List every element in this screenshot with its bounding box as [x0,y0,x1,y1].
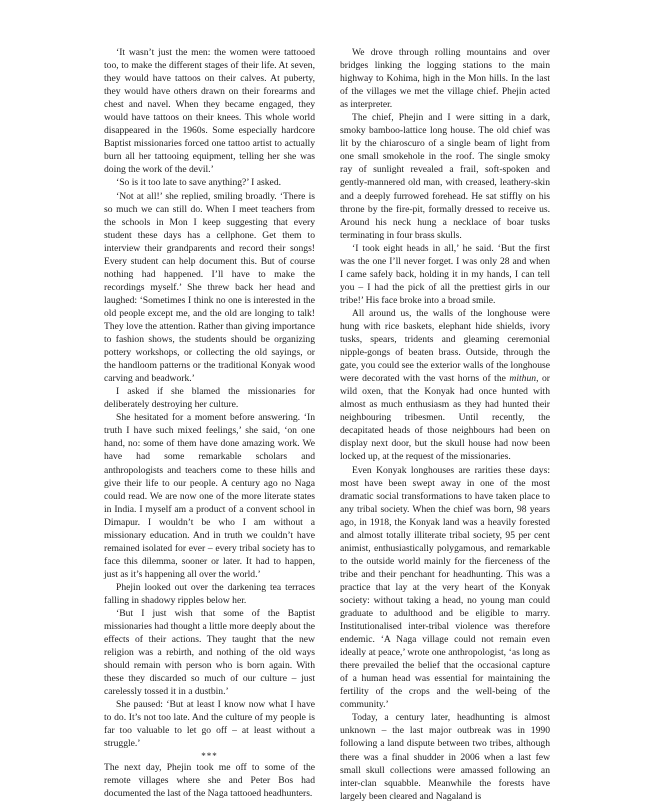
paragraph: Phejin looked out over the darkening tea terraces falling in shadowy ripples below her. [104,581,315,606]
paragraph: The next day, Phejin took me off to some of the remote villages where she and Peter Bos had documented the last of the Naga tattooed headhunters. [104,761,315,799]
paragraph: She paused: ‘But at least I know now what I have to do. It’s not too late. And the culture of my people is far too valuable to let go off – at least without a struggle.’ [104,699,315,750]
paragraph: Even Konyak longhouses are rarities these days: most have been swept away in one of the most dramatic social transformations to have taken place to any tribal society. When the chief was born, 98 years ago, in 1918, the Konyak land was a heavily forested and almost totally illiterate tribal society, 95 per cent animist, enthusiastically polygamous, and remarkable to the outside world mainly for the fierceness of the tribe and their penchant for headhunting. This was a practice that lay at the very heart of the Konyak society: without taking a head, no young man could graduate to adulthood and be eligible to marry. Institutionalised inter-tribal violence was therefore endemic. ‘A Naga village could not remain even ideally at peace,’ wrote one anthropologist, ‘as long as there prevailed the belief that the occasional capture of a human head was essential for maintaining the fertility of the crops and the well-being of the community.’ [340,464,550,711]
paragraph: ‘So is it too late to save anything?’ I asked. [116,177,282,189]
paragraph: I asked if she blamed the missionaries for deliberately destroying her culture. [104,386,315,411]
left-column [104,46,315,800]
paragraph: We drove through rolling mountains and over bridges linking the logging stations to the main highway to Kohima, high in the Mon hills. In the last of the villages we met the village chief. Phejin acted as interpreter. [340,47,550,111]
section-break: *** [201,750,218,761]
paragraph: ‘Not at all!’ she replied, smiling broadly. ‘There is so much we can still do. When I meet teachers from the schools in Mon I keep suggesting that every student these days has a cellphone. Get them to interview their grandparents and record their songs! Every student can help document this. But of course nothing had happened. I’ll have to make the recordings myself.’ She threw back her head and laughed: ‘Sometimes I think no one is interested in the old people except me, and the old are longing to talk! They love the attention. Rather than giving importance to fashion shows, the students should be organizing pottery workshops, or collecting the old sayings, or the handloom patterns or the traditional Konyak wood carving and beadwork.’ [104,190,315,385]
italic-term: mithun [509,373,537,385]
right-column [340,46,550,803]
paragraph: Today, a century later, headhunting is almost unknown – the last major outbreak was in 1990 following a land dispute between two tribes, although there was a final shudder in 2006 when a last few small skull collections were amassed following an inter-clan squabble. Meanwhile the forests have largely been cleared and Nagaland is [340,712,550,802]
paragraph: She hesitated for a moment before answering. ‘In truth I have such mixed feelings,’ she said, ‘on one hand, no: some of them have done amazing work. We have had some remarkable scholars and anthropologists and teachers come to these hills and give their life to our people. A century ago no Naga could read. We are now one of the more literate states in India. I myself am a product of a convent school in Dimapur. I wouldn’t be who I am without a missionary education. And in truth we couldn’t have remained isolated for ever – every tribal society has to face this dilemma, sooner or later. It had to happen, just as it’s happening all over the world.’ [104,412,315,580]
paragraph: The chief, Phejin and I were sitting in a dark, smoky bamboo-lattice long house. The old chief was lit by the chiaroscuro of a single beam of light from one small smokehole in the roof. The single smoky ray of sunlight revealed a frail, soft-spoken and gently-mannered old man, with creased, leathery-skin and a deeply furrowed forehead. He sat stiffly on his throne by the fire-pit, formally dressed to receive us. Around his neck hung a necklace of boar tusks terminating in four brass skulls. [340,112,550,241]
paragraph: ‘But I just wish that some of the Baptist missionaries had thought a little more deeply about the effects of their actions. They taught that the new religion was a rebirth, and nothing of the old ways should remain with person who is born again. With these they discarded so much of our culture – just carelessly tossed it in a dustbin.’ [104,608,315,698]
paragraph: ‘It wasn’t just the men: the women were tattooed too, to make the different stages of their life. At seven, they would have tattoos on their calves. At puberty, they would have others drawn on their forearms and chest and navel. When they became engaged, they would have tattoos on their knees. This whole world disappeared in the 1960s. Some especially hardcore Baptist missionaries forced one tattoo artist to actually burn all her tattooing equipment, telling her she was doing the work of the devil.’ [104,47,315,176]
paragraph: ‘I took eight heads in all,’ he said. ‘But the first was the one I’ll never forget. I was only 28 and when I came safely back, holding it in my hands, I can tell you – I had the pick of all the prettiest girls in our tribe!’ His face broke into a broad smile. [340,242,550,306]
paragraph: All around us, the walls of the longhouse were hung with rice baskets, elephant hide shields, ivory tusks, spears, tridents and gleaming ceremonial nipple-gongs of beaten brass. Outside, through the gate, you could see the exterior walls of the longhouse were decorated with the vast horns of the mithun, or wild oxen, that the Konyak had once hunted with almost as much enthusiasm as they had hunted their neighbouring tribesmen. Until recently, the decapitated heads of those neighbours had been on display next door, but the skull house had now been locked up, at the request of the missionaries. [340,307,550,463]
